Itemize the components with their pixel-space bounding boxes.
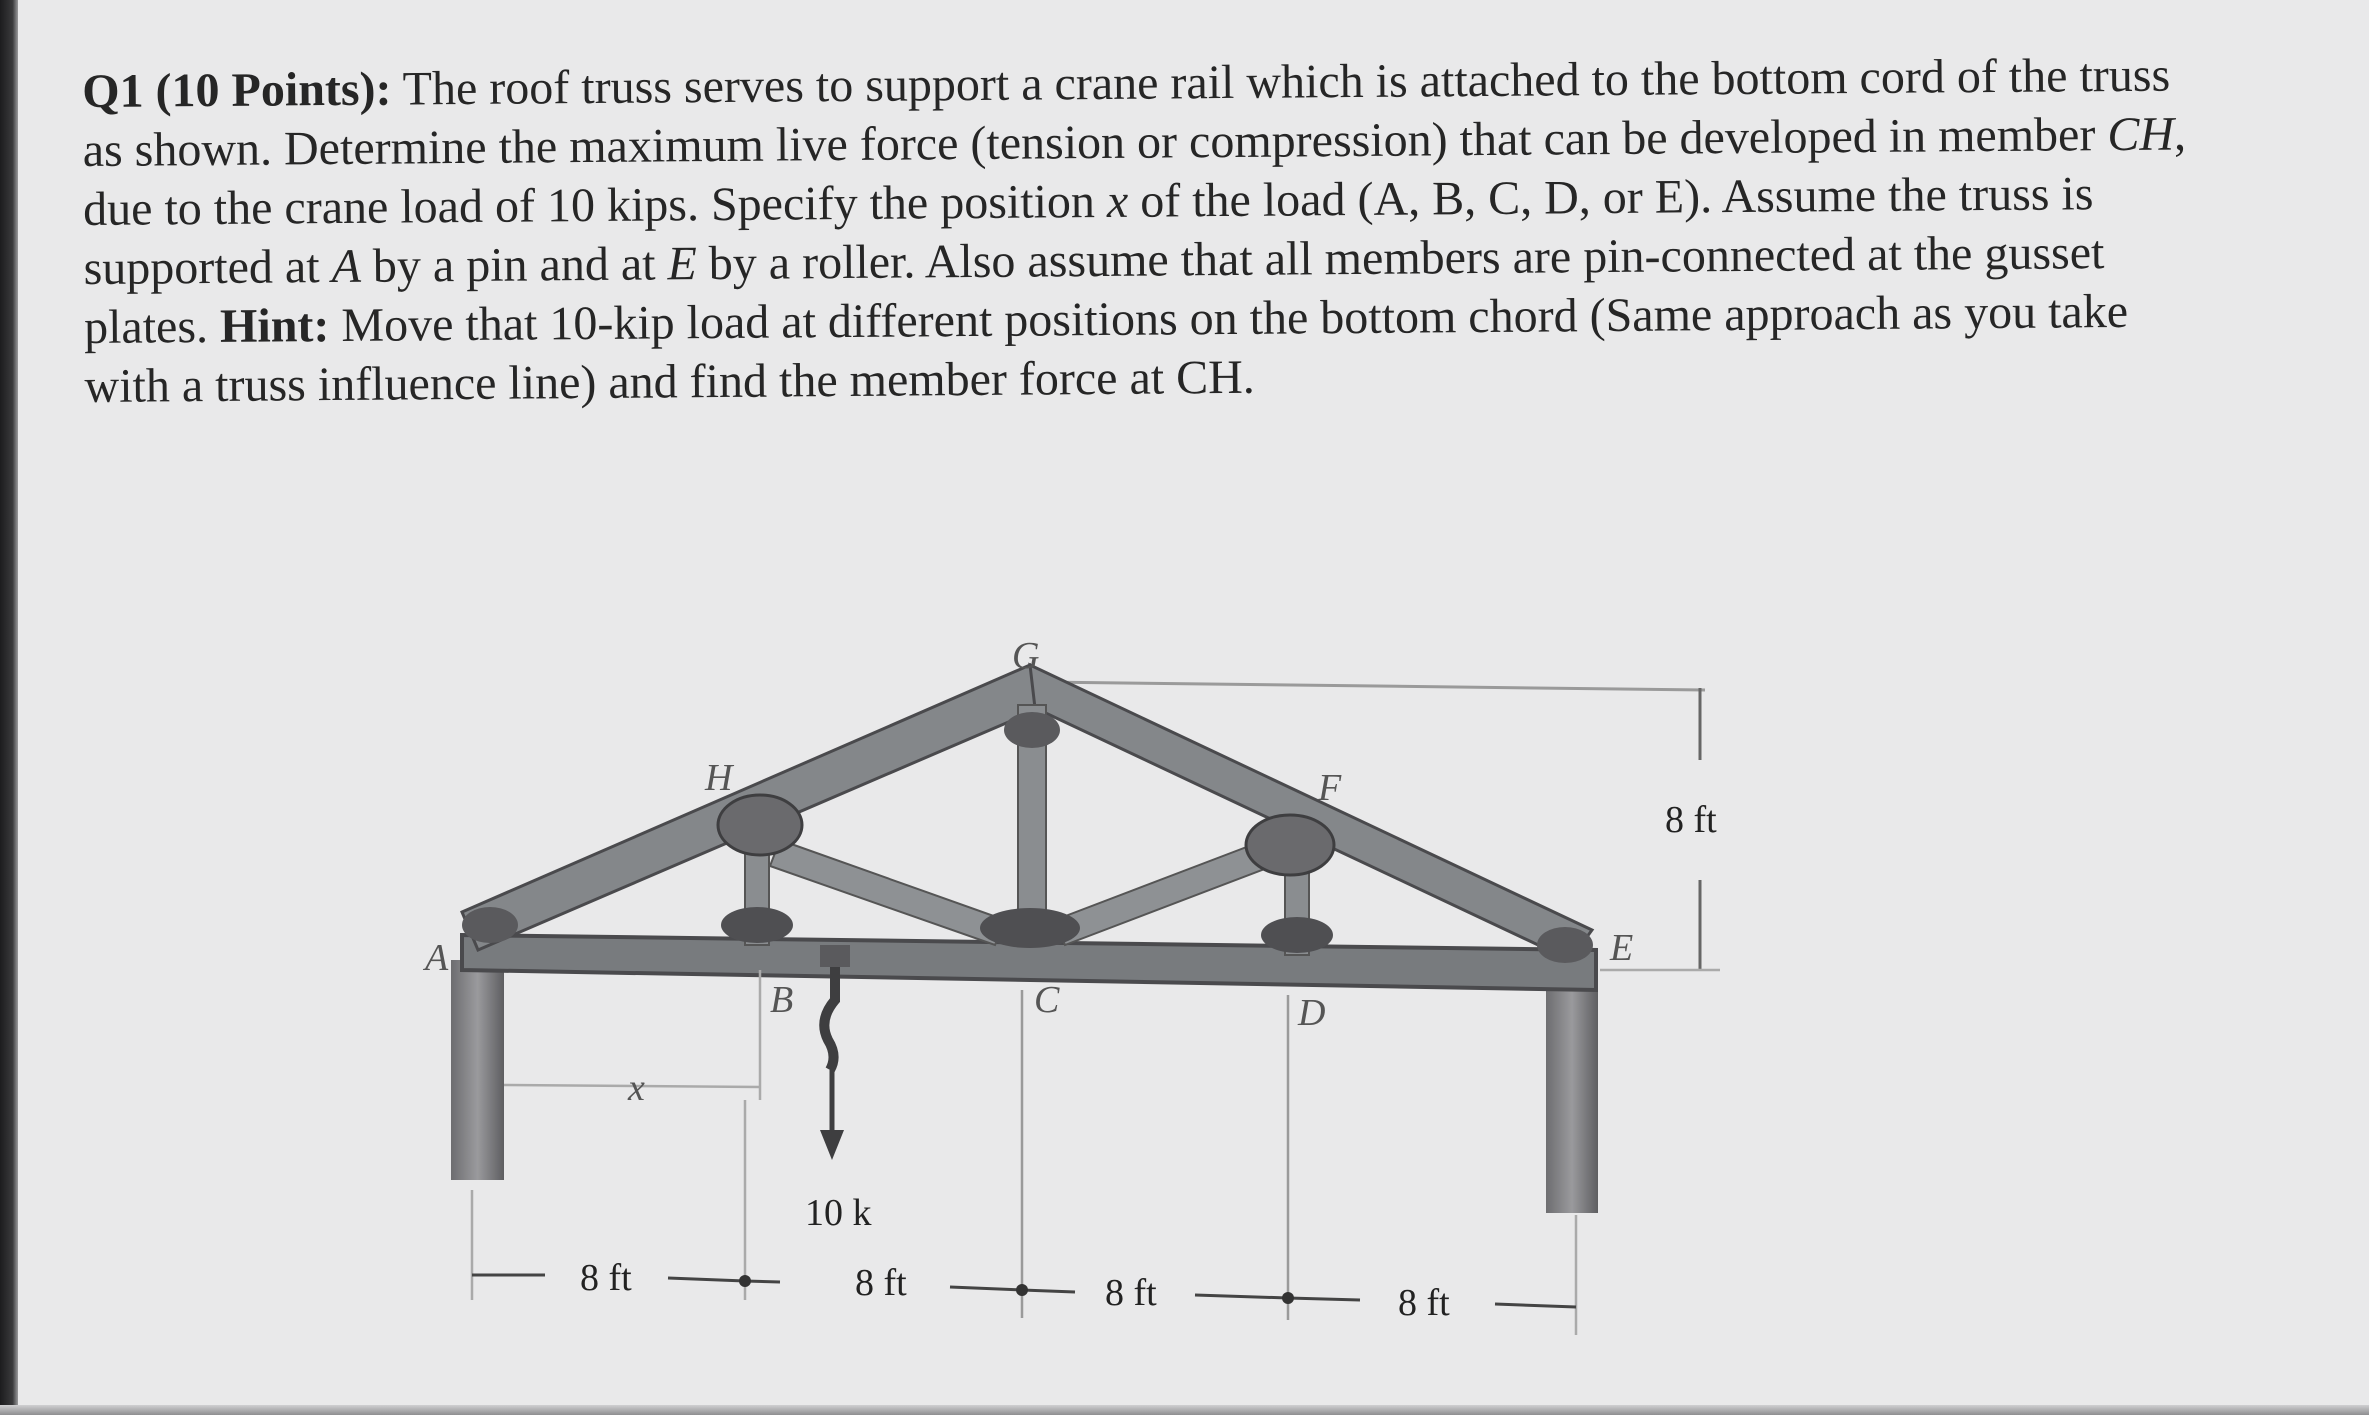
span-dim-cd-right: [1195, 1295, 1288, 1298]
question-part-5: by a roller. Also assume that all members are pin-connected at the gusset plates.: [83, 226, 2105, 354]
question-part-4: by a pin and at: [360, 237, 668, 293]
span-dim-node-c: [1016, 1284, 1028, 1296]
span-cd-label: 8 ft: [1105, 1272, 1157, 1314]
gusset-g: [1004, 712, 1060, 748]
gusset-f: [1246, 815, 1334, 875]
apex-reference-line: [1040, 682, 1705, 690]
x-dimension-label: x: [628, 1067, 645, 1109]
node-label-g: G: [1012, 635, 1040, 677]
span-dim-node-d: [1282, 1292, 1294, 1304]
member-ch: CH: [2107, 107, 2175, 162]
question-label: Q1 (10 Points):: [82, 62, 392, 118]
question-part-2: , due to the crane load of 10 kips. Specify the position: [82, 107, 2187, 236]
span-de-label: 8 ft: [1398, 1282, 1450, 1324]
right-column: [1546, 975, 1598, 1213]
question-part-3: of the load (A, B, C, D, or E). Assume the truss is supported at: [83, 167, 2094, 295]
left-column: [451, 960, 504, 1180]
load-value: 10 k: [805, 1192, 872, 1234]
span-dim-node-b: [739, 1275, 751, 1287]
crane-trolley: [820, 945, 850, 967]
node-label-d: D: [1298, 992, 1326, 1034]
member-cf: [1055, 840, 1275, 945]
hint-label: Hint:: [219, 299, 330, 353]
node-label-c: C: [1034, 979, 1060, 1021]
gusset-e: [1537, 927, 1593, 963]
member-ch: [770, 840, 1005, 945]
span-dim-cd-left: [1022, 1290, 1075, 1292]
span-dim-de-left: [1288, 1298, 1360, 1300]
node-label-h: H: [705, 757, 733, 799]
height-label: 8 ft: [1665, 799, 1717, 841]
crane-hook: [824, 967, 835, 1070]
node-label-a: A: [425, 937, 449, 979]
node-a-ref: A: [331, 239, 362, 294]
gusset-c: [980, 908, 1080, 948]
node-label-e: E: [1610, 927, 1634, 969]
screen-bottom-edge: [0, 1405, 2369, 1415]
hint-text: Move that 10-kip load at different positions on the bottom chord (Same approach as you take with a truss influence line) and find the member force at CH.: [84, 284, 2129, 413]
load-arrow-head: [820, 1130, 844, 1160]
span-dim-de-right: [1495, 1304, 1576, 1307]
span-dim-ab-right: [668, 1278, 745, 1281]
node-label-b: B: [770, 979, 794, 1021]
node-e-ref: E: [667, 237, 698, 291]
gusset-b: [721, 907, 793, 943]
node-label-f: F: [1318, 767, 1342, 809]
span-ab-label: 8 ft: [580, 1257, 632, 1299]
variable-x: x: [1106, 174, 1129, 228]
span-bc-label: 8 ft: [855, 1262, 907, 1304]
gusset-a: [462, 907, 518, 943]
span-dim-bc-right: [950, 1287, 1022, 1290]
question-part-1: The roof truss serves to support a crane rail which is attached to the bottom cord of the truss as shown. Determine the maximum live force (tension or compression) that can be developed in member: [82, 48, 2171, 177]
gusset-d: [1261, 917, 1333, 953]
gusset-h: [718, 795, 802, 855]
